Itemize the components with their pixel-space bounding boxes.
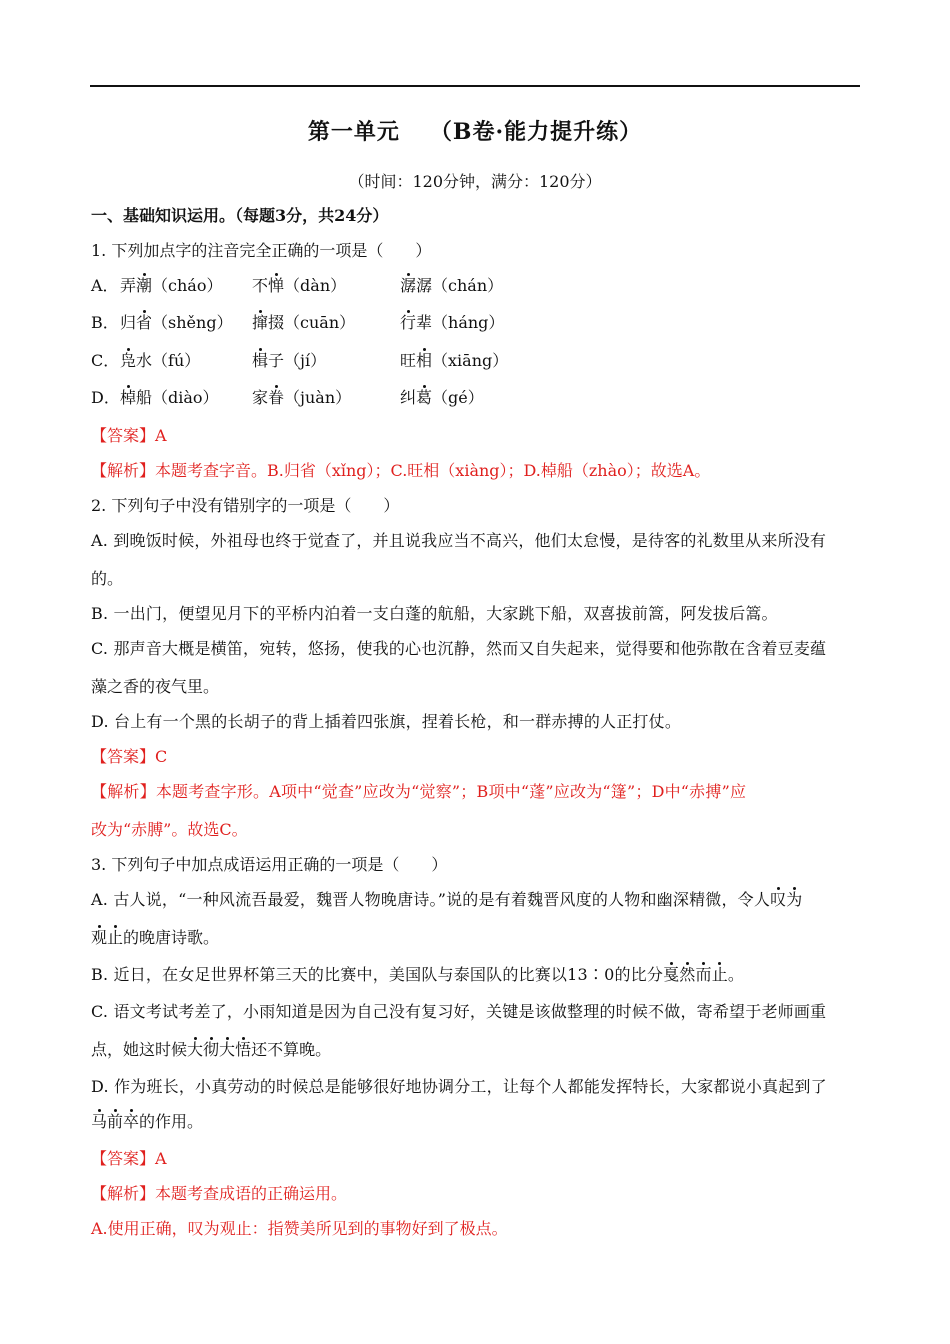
dotted-char: 戛 (663, 965, 680, 984)
question-2-option-a-line-2: 的。 (91, 569, 124, 588)
question-1-answer: 【答案】A (91, 426, 167, 445)
question-2-option-c-line-1: C. 那声音大概是横笛，宛转，悠扬，使我的心也沉静，然而又自失起来，觉得要和他弥散在含着豆麦蕴 (91, 639, 827, 658)
dotted-char: 叹 (770, 890, 787, 909)
dotted-char: 止 (711, 965, 728, 984)
dotted-char: 前 (107, 1112, 124, 1131)
question-3-stem: 3. 下列句子中加点成语运用正确的一项是（ ） (91, 855, 448, 874)
pinyin-text: 水（fú） (136, 351, 201, 370)
dotted-char: 潮 (136, 276, 153, 295)
pinyin-item (400, 313, 504, 333)
pinyin-item (252, 313, 355, 333)
option-label: D． (91, 388, 120, 407)
pinyin-item (252, 276, 346, 296)
dotted-char: 相 (416, 351, 433, 370)
dotted-char: 而 (695, 965, 712, 984)
question-2-analysis-line-1 (91, 782, 746, 802)
dotted-char: 眷 (268, 388, 285, 407)
dotted-char: 大 (219, 1040, 236, 1059)
question-3-option-c-line-1: C. 语文考试考差了，小雨知道是因为自己没有复习好，关键是该做整理的时候不做，寄希望于老师画重 (91, 1002, 827, 1021)
analysis-tag: 【解析】 (91, 1184, 156, 1203)
dotted-char: 为 (786, 890, 803, 909)
question-3-analysis-note-a: A.使用正确，叹为观止：指赞美所见到的事物好到了极点。 (91, 1219, 508, 1238)
plain-char: 旺 (400, 351, 417, 370)
analysis-tag: 【解析】 (91, 782, 156, 801)
plain-char: 弄 (120, 276, 137, 295)
pinyin-item (252, 388, 351, 408)
section-heading: 一、基础知识运用。（每题3分，共24分） (91, 206, 389, 225)
option-label: A． (91, 276, 119, 295)
dotted-char: 卒 (123, 1112, 140, 1131)
pinyin-text: （dàn） (284, 276, 347, 295)
option-text: 点，她这时候 (91, 1040, 188, 1059)
question-2-option-c-line-2: 藻之香的夜气里。 (91, 677, 220, 696)
pinyin-text: （cháo） (152, 276, 223, 295)
pinyin-text: （xiāng） (432, 351, 509, 370)
option-text: 的晚唐诗歌。 (123, 928, 220, 947)
dotted-char: 彻 (203, 1040, 220, 1059)
dotted-char: 凫 (120, 351, 137, 370)
question-2-option-b: B. 一出门，便望见月下的平桥内泊着一支白蓬的航船，大家跳下船，双喜拔前篙，阿发拔后篙。 (91, 604, 778, 623)
option-label: C． (91, 351, 120, 370)
pinyin-text: 潺（chán） (416, 276, 504, 295)
plain-char: 归 (120, 313, 137, 332)
pinyin-item (120, 313, 233, 333)
option-text: B. 近日，在女足世界杯第三天的比赛中，美国队与泰国队的比赛以13∶0的比分 (91, 965, 664, 984)
option-text: A. 古人说，“一种风流吾最爱，魏晋人物晚唐诗。”说的是有着魏晋风度的人物和幽深精微，令人 (91, 890, 771, 909)
question-2-option-a-line-1: A. 到晚饭时候，外祖母也终于觉查了，并且说我应当不高兴，他们太怠慢，是待客的礼数里从来所没有 (91, 531, 827, 550)
dotted-char: 然 (679, 965, 696, 984)
pinyin-text: （gé） (432, 388, 484, 407)
dotted-char: 马 (91, 1112, 108, 1131)
pinyin-item (400, 388, 484, 408)
pinyin-text: 掇（cuān） (268, 313, 356, 332)
plain-char: 不 (252, 276, 269, 295)
question-2-option-d: D. 台上有一个黑的长胡子的背上插着四张旗，捏着长枪，和一群赤搏的人正打仗。 (91, 712, 682, 731)
dotted-char: 惮 (268, 276, 285, 295)
analysis-text: 本题考查字音。B.归省（xǐng）；C.旺相（xiàng）；D.棹船（zhào）；故选A。 (155, 461, 711, 480)
dotted-char: 葛 (416, 388, 433, 407)
analysis-tag: 【解析】 (91, 461, 156, 480)
question-3-option-b (91, 965, 744, 985)
pinyin-item (120, 276, 222, 296)
dotted-char: 悟 (235, 1040, 252, 1059)
question-3-option-c-line-2 (91, 1040, 331, 1060)
question-3-option-d-line-1: D. 作为班长，小真劳动的时候总是能够很好地协调分工，让每个人都能发挥特长，大家都说小真起到了 (91, 1077, 827, 1096)
dotted-char: 撺 (252, 313, 269, 332)
pinyin-text: （juàn） (284, 388, 352, 407)
dotted-char: 观 (91, 928, 108, 947)
option-label: B． (91, 313, 119, 332)
dotted-char: 棹 (120, 388, 137, 407)
pinyin-text: 子（jí） (268, 351, 327, 370)
question-2-analysis-line-2: 改为“赤膊”。故选C。 (91, 820, 248, 839)
analysis-text: 本题考查成语的正确运用。 (155, 1184, 348, 1203)
pinyin-item (400, 351, 508, 371)
option-text: 的作用。 (139, 1112, 204, 1131)
question-3-option-a-line-2 (91, 928, 219, 948)
pinyin-text: 船（diào） (136, 388, 219, 407)
pinyin-item (120, 351, 200, 371)
question-1-stem: 1. 下列加点字的注音完全正确的一项是（ ） (91, 241, 432, 260)
plain-char: 纠 (400, 388, 417, 407)
dotted-char: 大 (187, 1040, 204, 1059)
dotted-char: 潺 (400, 276, 417, 295)
option-text: 。 (727, 965, 745, 984)
page-title (0, 115, 950, 146)
dotted-char: 楫 (252, 351, 269, 370)
title-main: 第一单元 (307, 119, 400, 145)
question-2-stem: 2. 下列句子中没有错别字的一项是（ ） (91, 496, 400, 515)
question-3-analysis (91, 1184, 347, 1204)
dotted-char: 省 (136, 313, 153, 332)
plain-char: 家 (252, 388, 269, 407)
option-text: 还不算晚。 (251, 1040, 332, 1059)
title-sub: （B卷·能力提升练） (429, 119, 643, 145)
dotted-char: 行 (400, 313, 417, 332)
analysis-text: 本题考查字形。A项中“觉查”应改为“觉察”；B项中“蓬”应改为“篷”；D中“赤搏”应 (155, 782, 747, 801)
exam-time-info: （时间：120分钟，满分：120分） (348, 172, 602, 191)
pinyin-item (252, 351, 326, 371)
pinyin-item (120, 388, 219, 408)
dotted-char: 止 (107, 928, 124, 947)
question-1-analysis (91, 461, 710, 481)
pinyin-text: （shěng） (152, 313, 233, 332)
header-rule (90, 85, 860, 87)
question-3-option-a-line-1 (91, 890, 803, 910)
question-2-answer: 【答案】C (91, 747, 168, 766)
pinyin-item (400, 276, 503, 296)
question-3-option-d-line-2 (91, 1112, 203, 1132)
pinyin-text: 辈（háng） (416, 313, 505, 332)
question-3-answer: 【答案】A (91, 1149, 167, 1168)
